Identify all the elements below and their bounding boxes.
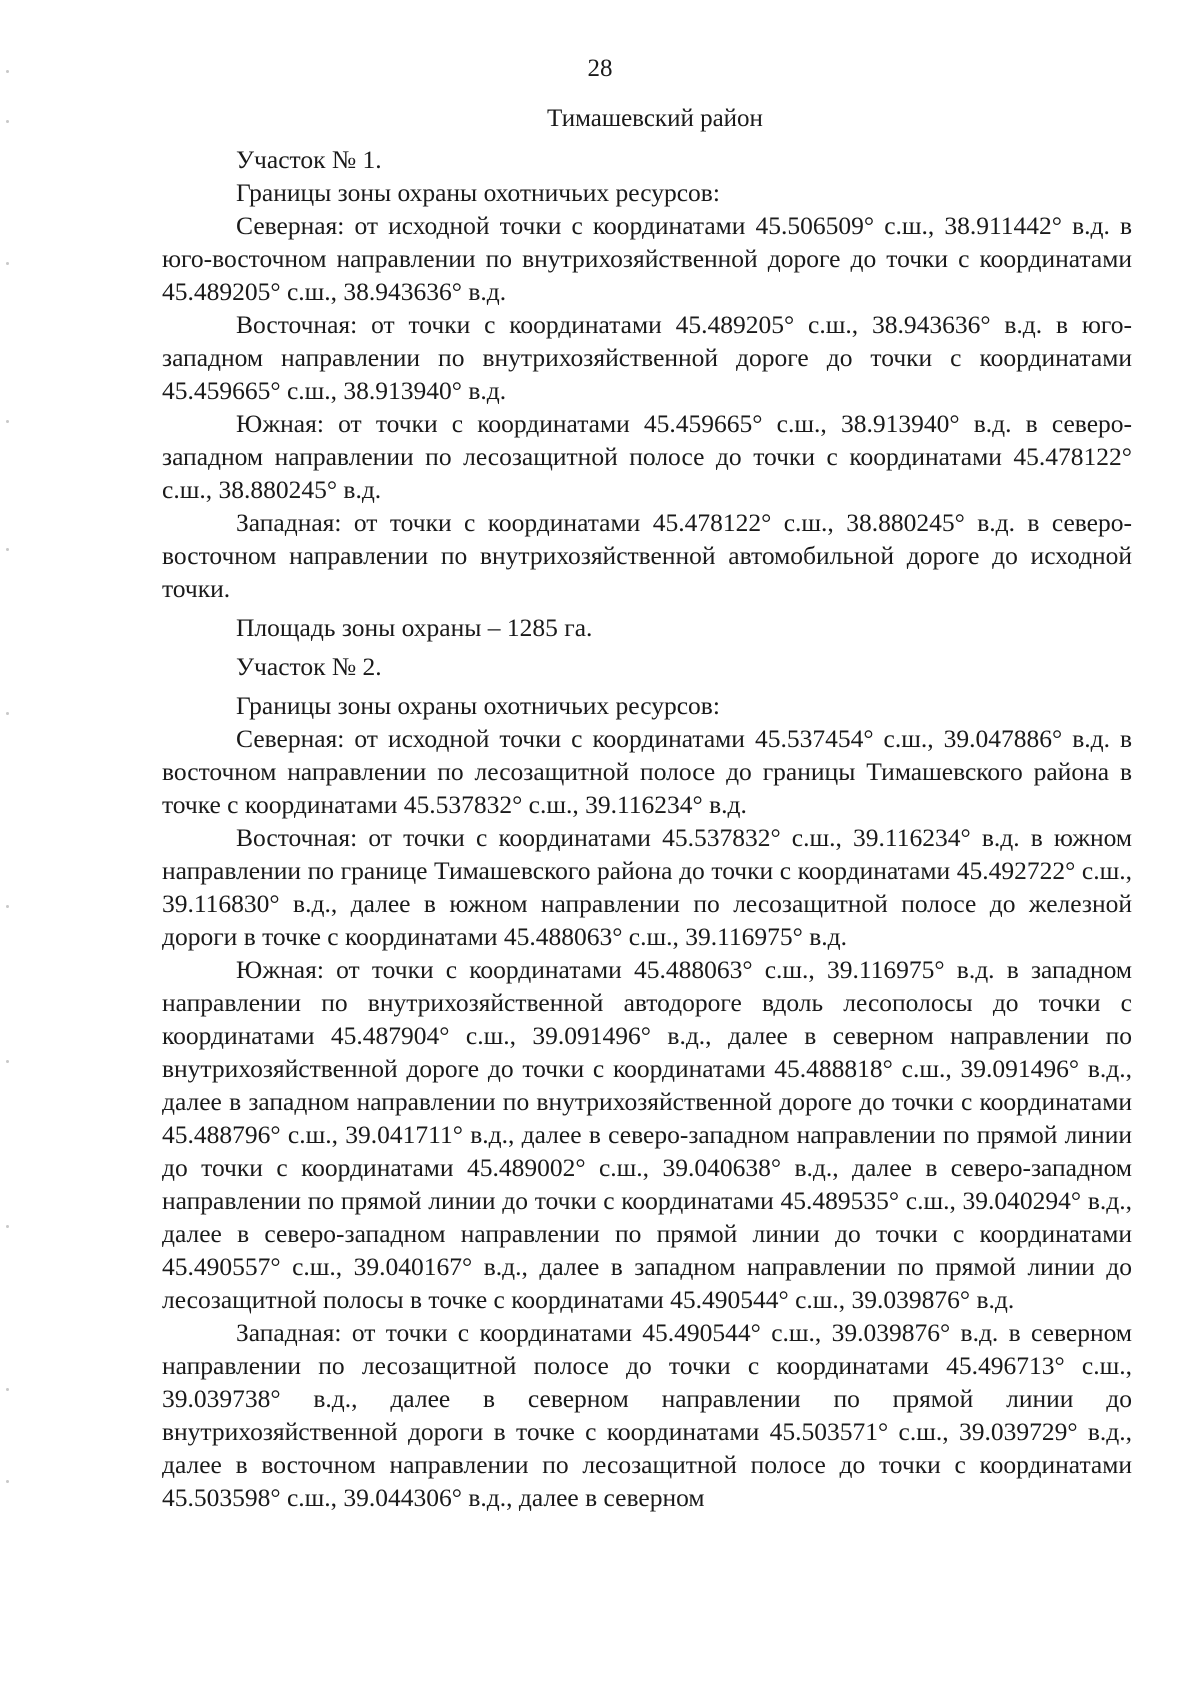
plot-1-north-boundary: Северная: от исходной точки с координатами 45.506509° с.ш., 38.911442° в.д. в юго-восточном направлении по внутрихозяйственной дороге до точки с координатами 45.489205° с.ш., 38.943636° в.д. <box>162 211 1132 306</box>
plot-2-south-boundary: Южная: от точки с координатами 45.488063° с.ш., 39.116975° в.д. в западном направлении по внутрихозяйственной автодороге вдоль лесополосы до точки с координатами 45.487904° с.ш., 39.091496° в.д., далее в северном направлении по внутрихозяйственной дороге до точки с координатами 45.488818° с.ш., 39.091496° в.д., далее в западном направлении по внутрихозяйственной дороге до точки с координатами 45.488796° с.ш., 39.041711° в.д., далее в северо-западном направлении по прямой линии до точки с координатами 45.489002° с.ш., 39.040638° в.д., далее в северо-западном направлении по прямой линии до точки с координатами 45.489535° с.ш., 39.040294° в.д., далее в северо-западном направлении по прямой линии до точки с координатами 45.490557° с.ш., 39.040167° в.д., далее в западном направлении по прямой линии до лесозащитной полосы в точке с координатами 45.490544° с.ш., 39.039876° в.д. <box>162 955 1132 1314</box>
page-number: 28 <box>587 55 613 82</box>
section-heading-plot-1: Участок № 1. <box>236 145 382 174</box>
plot-1-area: Площадь зоны охраны – 1285 га. <box>236 613 593 642</box>
document-body <box>162 143 1132 1514</box>
plot-1-east-boundary: Восточная: от точки с координатами 45.489205° с.ш., 38.943636° в.д. в юго-западном направлении по внутрихозяйственной дороге до точки с координатами 45.459665° с.ш., 38.913940° в.д. <box>162 310 1132 405</box>
plot-2-east-boundary: Восточная: от точки с координатами 45.537832° с.ш., 39.116234° в.д. в южном направлении по границе Тимашевского района до точки с координатами 45.492722° с.ш., 39.116830° в.д., далее в южном направлении по лесозащитной полосе до железной дороги в точке с координатами 45.488063° с.ш., 39.116975° в.д. <box>162 823 1132 951</box>
plot-2-north-boundary: Северная: от исходной точки с координатами 45.537454° с.ш., 39.047886° в.д. в восточном направлении по лесозащитной полосе до границы Тимашевского района в точке с координатами 45.537832° с.ш., 39.116234° в.д. <box>162 724 1132 819</box>
district-title: Тимашевский район <box>547 105 763 132</box>
plot-2-west-boundary: Западная: от точки с координатами 45.490544° с.ш., 39.039876° в.д. в северном направлении по лесозащитной полосе до точки с координатами 45.496713° с.ш., 39.039738° в.д., далее в северном направлении по прямой линии до внутрихозяйственной дороги в точке с координатами 45.503571° с.ш., 39.039729° в.д., далее в восточном направлении по лесозащитной полосе до точки с координатами 45.503598° с.ш., 39.044306° в.д., далее в северном <box>162 1318 1132 1512</box>
boundaries-heading-plot-2: Границы зоны охраны охотничьих ресурсов: <box>236 691 720 720</box>
section-heading-plot-2: Участок № 2. <box>236 652 382 681</box>
boundaries-heading-plot-1: Границы зоны охраны охотничьих ресурсов: <box>236 178 720 207</box>
plot-1-west-boundary: Западная: от точки с координатами 45.478122° с.ш., 38.880245° в.д. в северо-восточном направлении по внутрихозяйственной автомобильной дороге до исходной точки. <box>162 508 1132 603</box>
scan-margin-marks <box>6 0 10 1699</box>
plot-1-south-boundary: Южная: от точки с координатами 45.459665° с.ш., 38.913940° в.д. в северо-западном направлении по лесозащитной полосе до точки с координатами 45.478122° с.ш., 38.880245° в.д. <box>162 409 1132 504</box>
